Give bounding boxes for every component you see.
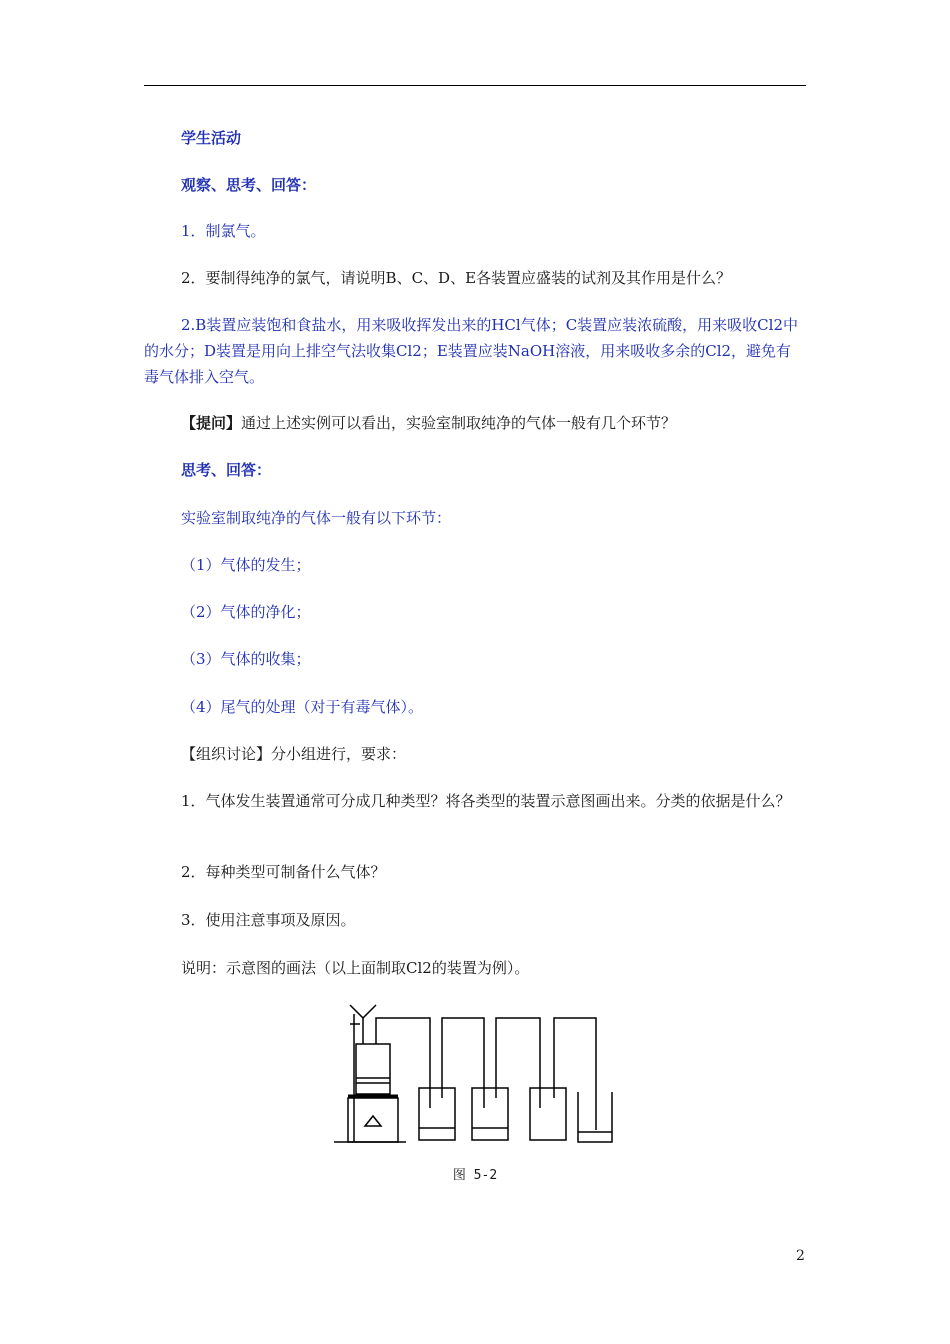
bottle-d: [530, 1088, 566, 1140]
ask-text: 通过上述实例可以看出，实验室制取纯净的气体一般有几个环节？: [241, 414, 677, 432]
step-1: （1）气体的发生；: [181, 556, 311, 574]
discussion-heading: 【组织讨论】分小组进行，要求：: [181, 745, 407, 763]
discussion-item-1: 1．气体发生装置通常可分成几种类型？将各类型的装置示意图画出来。分类的依据是什么？: [181, 792, 791, 810]
header-rule: [144, 85, 806, 86]
step-3: （3）气体的收集；: [181, 650, 311, 668]
page-number: 2: [796, 1248, 805, 1264]
note-line: 说明：示意图的画法（以上面制取Cl2的装置为例）。: [181, 959, 530, 977]
heading-student-activity: 学生活动: [181, 129, 242, 147]
generator-flask: [356, 1044, 390, 1094]
discussion-item-3: 3．使用注意事项及原因。: [181, 911, 356, 929]
step-2: （2）气体的净化；: [181, 603, 311, 621]
step-4: （4）尾气的处理（对于有毒气体）。: [181, 698, 424, 716]
ask-line: [181, 413, 676, 433]
discussion-item-2: 2．每种类型可制备什么气体？: [181, 863, 386, 881]
heading-observe: 观察、思考、回答：: [181, 176, 317, 194]
answer-intro: 实验室制取纯净的气体一般有以下环节：: [181, 509, 452, 527]
figure-caption: 图 5-2: [452, 1168, 498, 1183]
heading-think: 思考、回答：: [181, 461, 272, 479]
tube-2: [442, 1018, 484, 1108]
apparatus-diagram: [330, 1000, 620, 1150]
beaker-e: [578, 1092, 612, 1142]
tube-4: [554, 1018, 596, 1130]
bottle-b: [419, 1088, 455, 1140]
bottle-c: [472, 1088, 508, 1140]
question-1: 1．制氯气。: [181, 222, 266, 240]
tube-3: [496, 1018, 540, 1108]
ask-tag: 【提问】: [181, 414, 242, 432]
answer-2: 2.B装置应装饱和食盐水，用来吸收挥发出来的HCl气体；C装置应装浓硫酸，用来吸收Cl2中的水分；D装置是用向上排空气法收集Cl2；E装置应装NaOH溶液，用来吸收多余的Cl2，避免有毒气体排入空气。: [144, 316, 798, 386]
burner-base: [348, 1098, 398, 1142]
question-2: 2．要制得纯净的氯气，请说明B、C、D、E各装置应盛装的试剂及其作用是什么？: [181, 269, 732, 287]
flame: [365, 1116, 381, 1126]
